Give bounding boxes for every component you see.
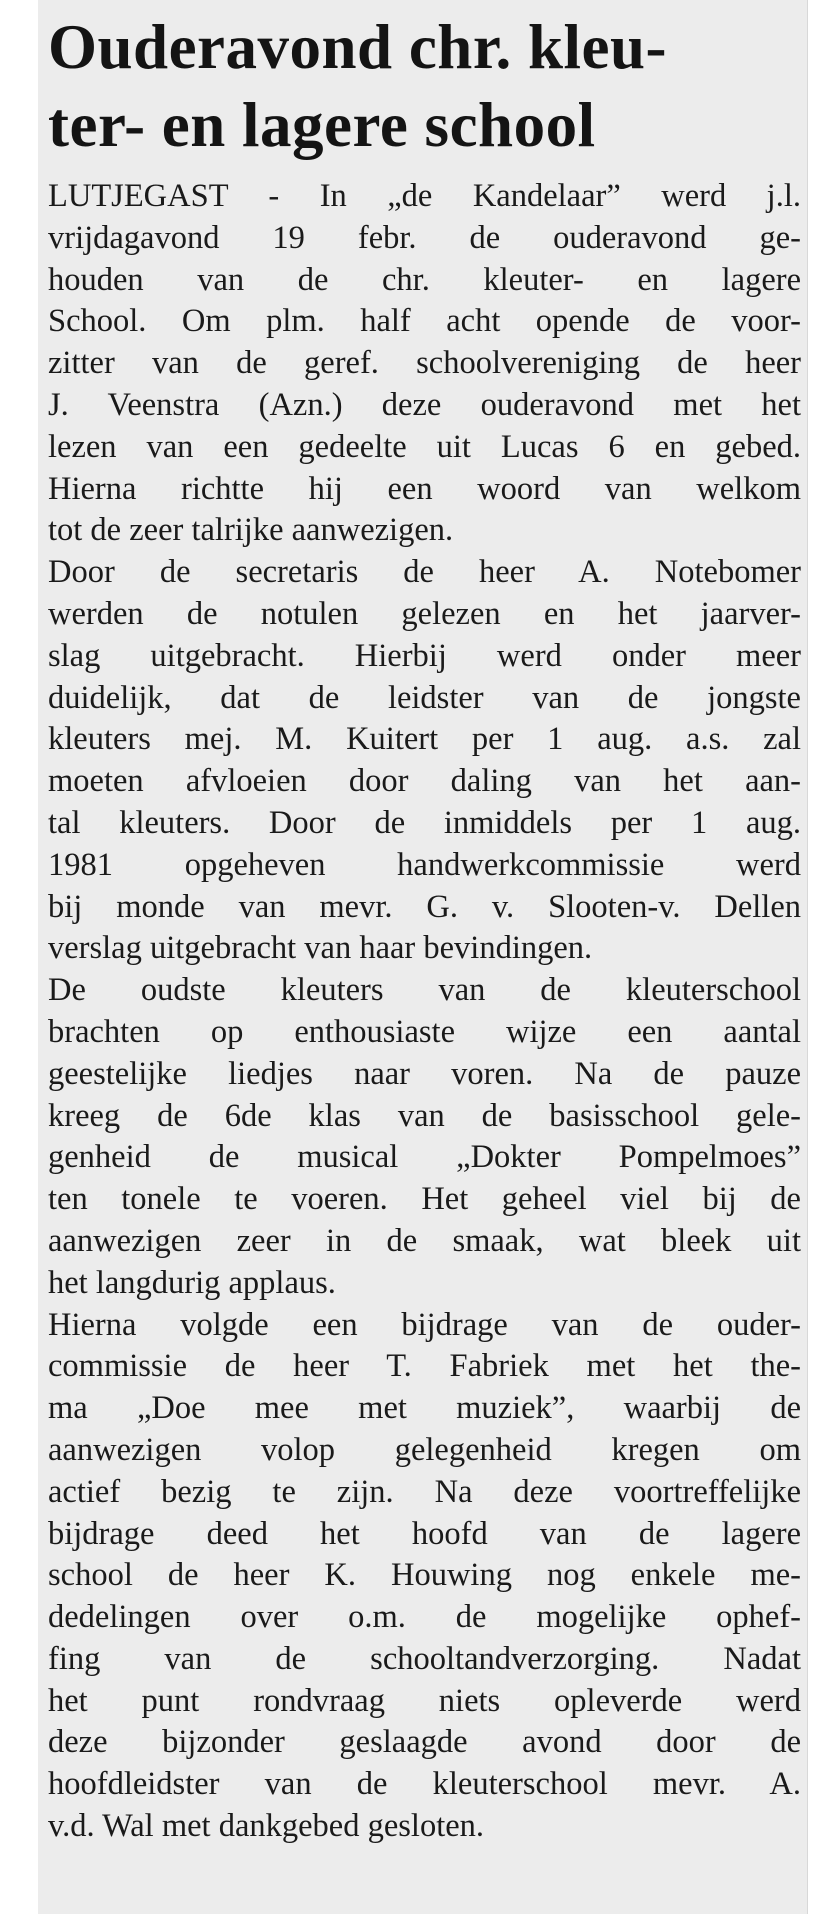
headline-line: ter- en lagere school [48,90,596,160]
text-line: bijdrage deed het hoofd van de lagere [48,1515,801,1552]
text-line: LUTJEGAST - In „de Kandelaar” werd j.l. [48,178,801,214]
text-line: bij monde van mevr. G. v. Slooten-v. Dellen [48,888,801,925]
paragraph-3 [48,970,801,1304]
text-line: zitter van de geref. schoolvereniging de heer [48,345,801,382]
text-line: houden van de chr. kleuter- en lagere [48,261,801,298]
text-line: v.d. Wal met dankgebed gesloten. [48,1808,485,1845]
text-line: aanwezigen volop gelegenheid kregen om [48,1431,801,1468]
headline [48,8,801,164]
text-line: werden de notulen gelezen en het jaarver- [48,595,801,632]
text-line: Hierna volgde een bijdrage van de ouder- [48,1306,801,1343]
text-line: verslag uitgebracht van haar bevindingen. [48,930,593,967]
text-line: J. Veenstra (Azn.) deze ouderavond met het [48,386,801,423]
text-line: geestelijke liedjes naar voren. Na de pauze [48,1055,801,1092]
text-line: genheid de musical „Dokter Pompelmoes” [48,1139,801,1176]
text-line: brachten op enthousiaste wijze een aantal [48,1013,801,1050]
text-line: School. Om plm. half acht opende de voor- [48,303,801,340]
text-line: slag uitgebracht. Hierbij werd onder meer [48,637,801,674]
text-line: kleuters mej. M. Kuitert per 1 aug. a.s. zal [48,721,801,758]
text-line: het langdurig applaus. [48,1264,336,1301]
text-line: De oudste kleuters van de kleuterschool [48,972,801,1009]
text-line: 1981 opgeheven handwerkcommissie werd [48,846,801,883]
headline-line: Ouderavond chr. kleu- [48,12,668,82]
text-line: Hierna richtte hij een woord van welkom [48,470,801,507]
text-line: vrijdagavond 19 febr. de ouderavond ge- [48,219,801,256]
text-line: fing van de schooltandverzorging. Nadat [48,1640,801,1677]
text-line: ma „Doe mee met muziek”, waarbij de [48,1390,801,1427]
text-line: het punt rondvraag niets opleverde werd [48,1682,801,1719]
text-line: ten tonele te voeren. Het geheel viel bij de [48,1181,801,1218]
text-line: commissie de heer T. Fabriek met het the- [48,1348,801,1385]
text-line: tal kleuters. Door de inmiddels per 1 aug. [48,804,801,841]
text-line: lezen van een gedeelte uit Lucas 6 en gebed. [48,428,801,465]
text-line: tot de zeer talrijke aanwezigen. [48,512,454,549]
text-line: school de heer K. Houwing nog enkele me- [48,1557,801,1594]
paragraph-1 [48,176,801,552]
paragraph-2 [48,552,801,970]
text-line: deze bijzonder geslaagde avond door de [48,1724,801,1761]
text-line: hoofdleidster van de kleuterschool mevr. A. [48,1766,801,1803]
text-line: aanwezigen zeer in de smaak, wat bleek uit [48,1222,801,1259]
newspaper-clipping [38,0,808,1914]
article-body [48,176,801,1848]
text-line: moeten afvloeien door daling van het aan- [48,763,801,800]
text-line: kreeg de 6de klas van de basisschool gele- [48,1097,801,1134]
text-line: duidelijk, dat de leidster van de jongste [48,679,801,716]
paragraph-4 [48,1305,801,1848]
text-line: actief bezig te zijn. Na deze voortreffelijke [48,1473,801,1510]
text-line: Door de secretaris de heer A. Notebomer [48,554,801,591]
text-line: dedelingen over o.m. de mogelijke ophef- [48,1599,801,1636]
